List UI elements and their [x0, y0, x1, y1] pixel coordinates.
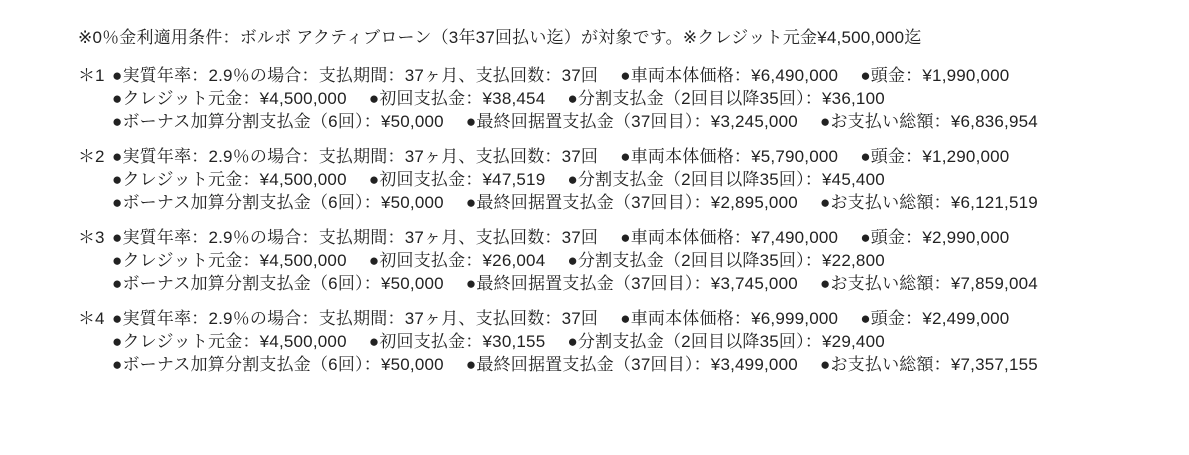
- loan-example-section-1: [78, 64, 1169, 133]
- loan-example-lines: [112, 226, 1169, 295]
- loan-terms-line: ●実質年率：2.9％の場合：支払期間：37ヶ月、支払回数：37回 ●車両本体価格：¥6,999,000 ●頭金：¥2,499,000: [112, 309, 1010, 328]
- loan-terms-line: ●クレジット元金：¥4,500,000 ●初回支払金：¥26,004 ●分割支払金（2回目以降35回）：¥22,800: [112, 251, 885, 270]
- loan-terms-line: ●実質年率：2.9％の場合：支払期間：37ヶ月、支払回数：37回 ●車両本体価格：¥7,490,000 ●頭金：¥2,990,000: [112, 228, 1010, 247]
- loan-terms-line: ●ボーナス加算分割支払金（6回）：¥50,000 ●最終回据置支払金（37回目）：¥2,895,000 ●お支払い総額：¥6,121,519: [112, 193, 1038, 212]
- loan-example-section-2: [78, 145, 1169, 214]
- loan-example-lines: [112, 145, 1169, 214]
- loan-terms-line: ●実質年率：2.9％の場合：支払期間：37ヶ月、支払回数：37回 ●車両本体価格：¥5,790,000 ●頭金：¥1,290,000: [112, 147, 1010, 166]
- footnote-marker-2: ＊2: [78, 147, 105, 166]
- footnote-marker-3: ＊3: [78, 228, 105, 247]
- loan-example-section-3: [78, 226, 1169, 295]
- loan-terms-line: ●ボーナス加算分割支払金（6回）：¥50,000 ●最終回据置支払金（37回目）：¥3,499,000 ●お支払い総額：¥7,357,155: [112, 355, 1038, 374]
- loan-example-lines: [112, 307, 1169, 376]
- loan-terms-line: ●実質年率：2.9％の場合：支払期間：37ヶ月、支払回数：37回 ●車両本体価格：¥6,490,000 ●頭金：¥1,990,000: [112, 66, 1010, 85]
- loan-example-lines: [112, 64, 1169, 133]
- loan-terms-line: ●クレジット元金：¥4,500,000 ●初回支払金：¥38,454 ●分割支払金（2回目以降35回）：¥36,100: [112, 89, 885, 108]
- footnote-marker-1: ＊1: [78, 66, 105, 85]
- loan-terms-line: ●クレジット元金：¥4,500,000 ●初回支払金：¥47,519 ●分割支払金（2回目以降35回）：¥45,400: [112, 170, 885, 189]
- footnote-marker-4: ＊4: [78, 309, 105, 328]
- zero-interest-conditions-note: ※0％金利適用条件：ボルボ アクティブローン（3年37回払い迄）が対象です。※クレジット元金¥4,500,000迄: [78, 28, 922, 47]
- loan-terms-line: ●ボーナス加算分割支払金（6回）：¥50,000 ●最終回据置支払金（37回目）：¥3,245,000 ●お支払い総額：¥6,836,954: [112, 112, 1038, 131]
- loan-terms-line: ●ボーナス加算分割支払金（6回）：¥50,000 ●最終回据置支払金（37回目）：¥3,745,000 ●お支払い総額：¥7,859,004: [112, 274, 1038, 293]
- loan-terms-line: ●クレジット元金：¥4,500,000 ●初回支払金：¥30,155 ●分割支払金（2回目以降35回）：¥29,400: [112, 332, 885, 351]
- loan-example-section-4: [78, 307, 1169, 376]
